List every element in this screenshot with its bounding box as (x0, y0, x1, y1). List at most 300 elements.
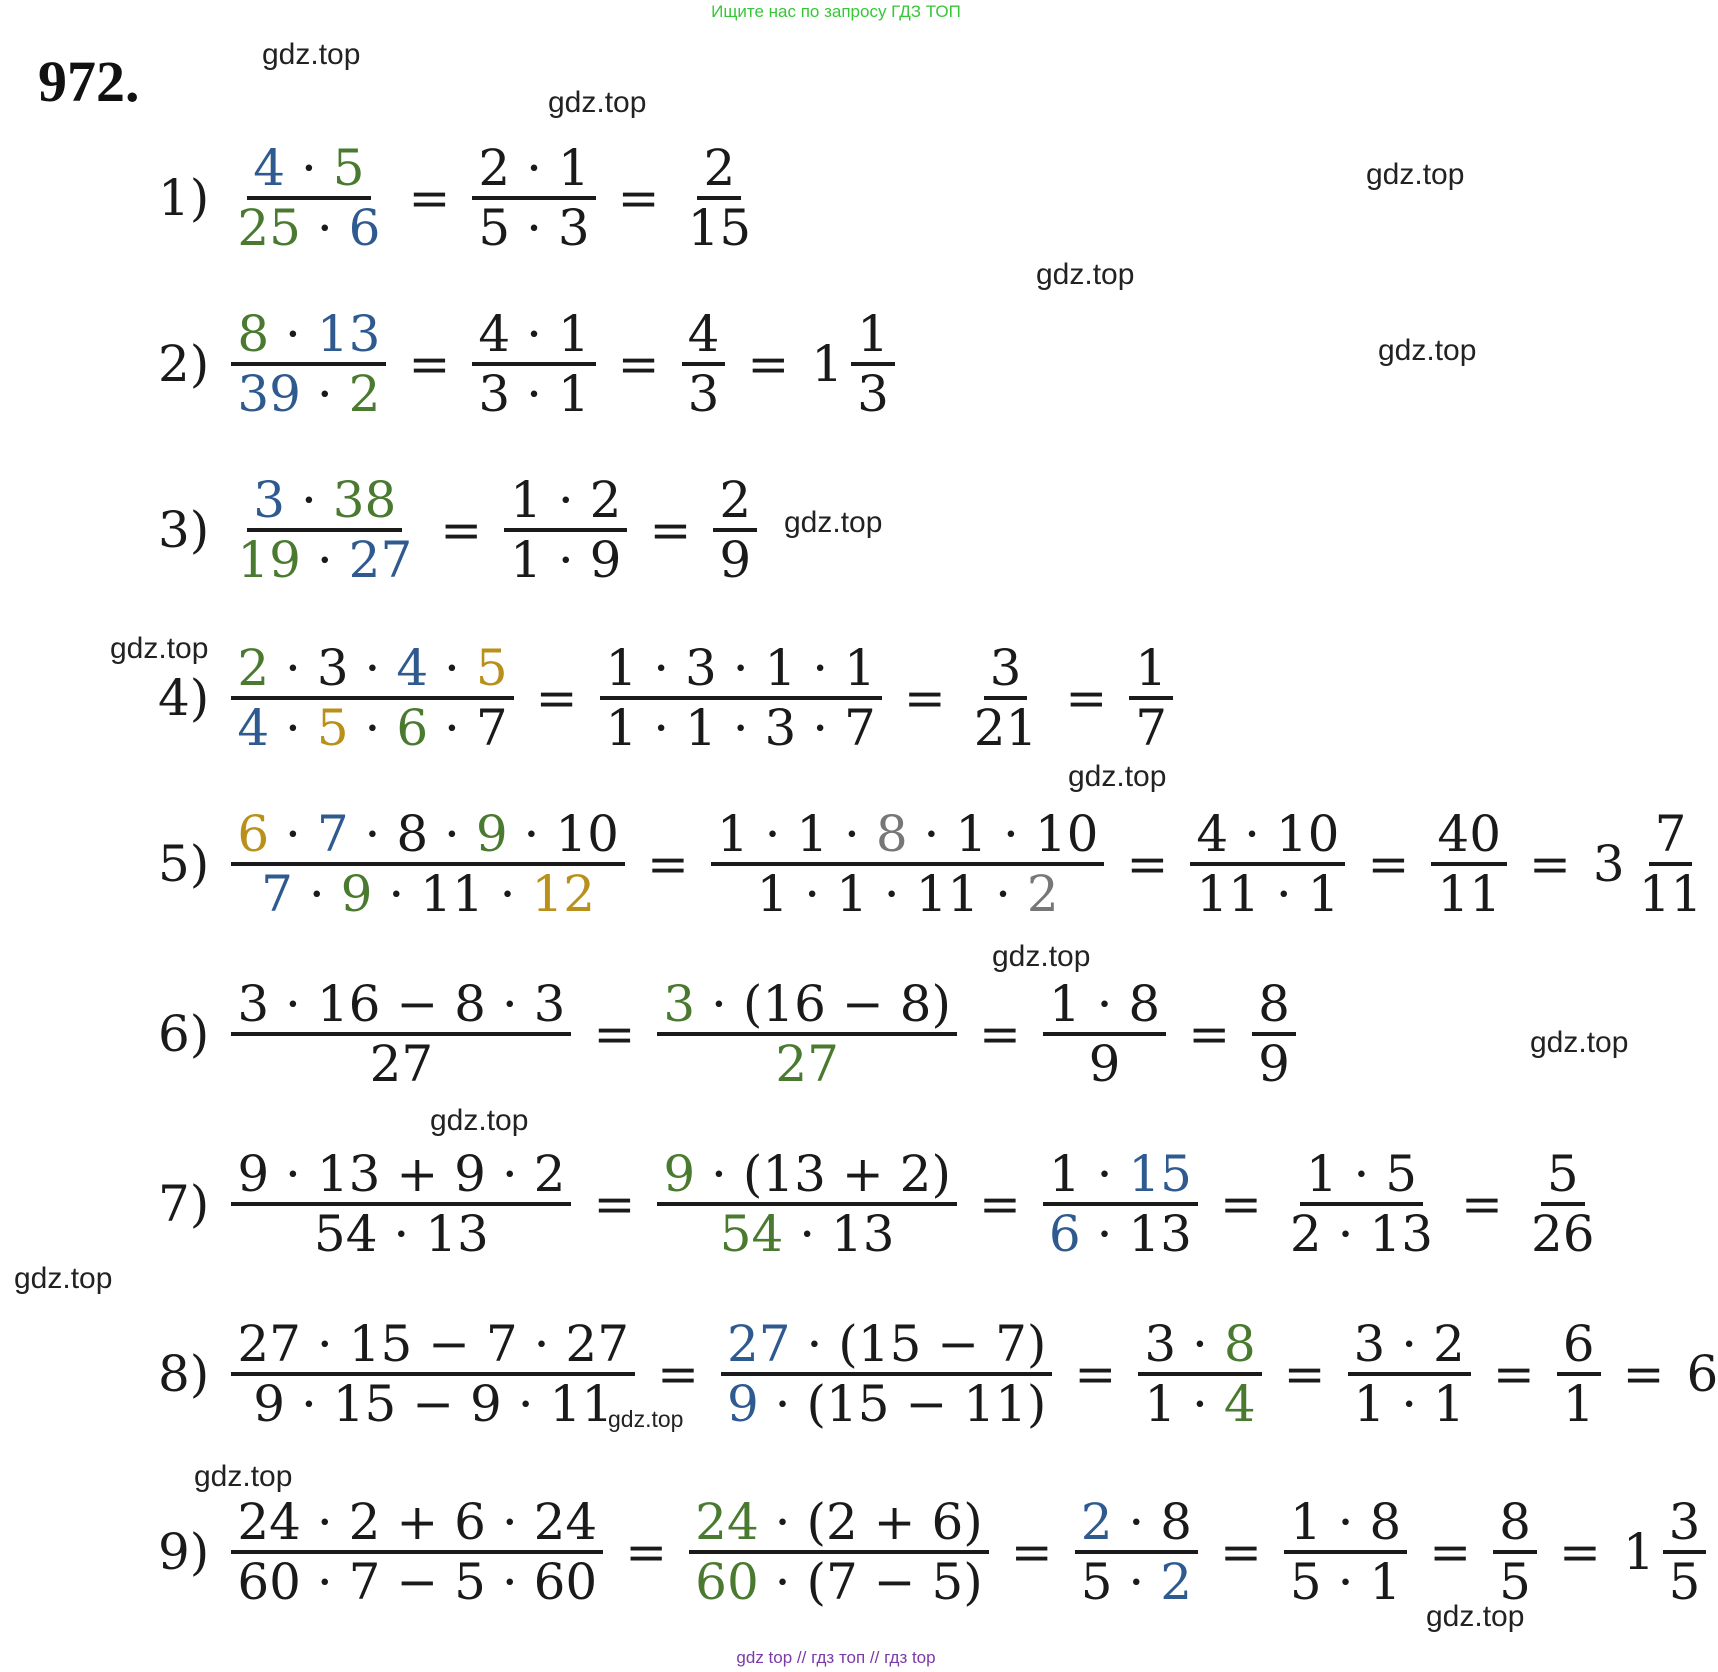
solution-row-1 (158, 140, 757, 256)
math-part: 5 (1668, 1553, 1701, 1611)
denominator (851, 366, 895, 422)
denominator (1431, 866, 1507, 922)
fraction (231, 140, 386, 256)
fraction (1129, 640, 1173, 756)
equals-sign: = (593, 1175, 636, 1233)
math-part: 1 · 2 (510, 471, 622, 529)
fraction (504, 472, 627, 588)
denominator (769, 1036, 845, 1092)
math-part: 9 (719, 531, 752, 589)
row-label: 7) (158, 1175, 210, 1233)
equals-sign: = (1558, 1523, 1601, 1581)
math-part: · (285, 471, 333, 529)
math-part: 3 (989, 639, 1022, 697)
math-part: · 11 · (372, 865, 532, 923)
fraction (713, 472, 757, 588)
equals-sign: = (1492, 1345, 1535, 1403)
numerator (697, 140, 741, 200)
fraction (472, 140, 595, 256)
math-part: 8 (1223, 1315, 1256, 1373)
numerator (1252, 976, 1296, 1036)
numerator (851, 306, 895, 366)
math-part: 5 · 1 (1289, 1553, 1402, 1611)
row-label: 8) (158, 1345, 210, 1403)
math-part: 38 (332, 471, 397, 529)
fraction (231, 1146, 571, 1262)
math-part: 2 · 13 (1289, 1205, 1434, 1263)
mixed-whole: 3 (1592, 835, 1625, 893)
denominator (1252, 1036, 1296, 1092)
math-part: 40 (1437, 805, 1502, 863)
denominator (1557, 1376, 1601, 1432)
equals-sign: = (408, 169, 451, 227)
math-part: 4 · 1 (478, 305, 590, 363)
equals-sign: = (1220, 1175, 1262, 1233)
math-part: 7 (1654, 805, 1687, 863)
math-part: 6 (1048, 1205, 1081, 1263)
fraction (231, 1316, 635, 1432)
denominator (600, 700, 882, 756)
numerator (1075, 1494, 1198, 1554)
math-part: 2 (348, 365, 381, 423)
math-part: 1 · 3 · 1 · 1 (605, 639, 876, 697)
math-part: 2 · 1 (478, 139, 590, 197)
problem-number: 972. (38, 49, 140, 114)
math-part: 25 (237, 199, 301, 257)
math-part: · 1 · 10 (907, 805, 1099, 863)
watermark: gdz.top (548, 86, 647, 119)
math-part: · 8 (1112, 1493, 1192, 1551)
math-part: · (15 − 7) (790, 1315, 1047, 1373)
denominator (1075, 1554, 1198, 1610)
denominator (1129, 700, 1173, 756)
math-part: 2 (237, 639, 270, 697)
math-part: 9 (1088, 1035, 1121, 1093)
math-part: 39 (237, 365, 301, 423)
denominator (231, 200, 386, 256)
math-part: · (300, 199, 349, 257)
math-part: 12 (531, 865, 596, 923)
equals-sign: = (1429, 1523, 1472, 1581)
math-part: 24 (695, 1493, 759, 1551)
denominator (968, 700, 1044, 756)
math-part: 8 (237, 305, 270, 363)
numerator (472, 140, 595, 200)
numerator (472, 306, 595, 366)
math-part: 4 (1223, 1375, 1256, 1433)
math-part: · 13 (783, 1205, 895, 1263)
denominator (231, 532, 418, 588)
fraction (231, 806, 625, 922)
watermark: gdz.top (262, 38, 361, 71)
equals-sign: = (535, 669, 578, 727)
numerator (1541, 1146, 1585, 1206)
math-part: 5 (1546, 1145, 1579, 1203)
denominator (1138, 1376, 1261, 1432)
denominator (231, 366, 386, 422)
numerator (231, 1494, 603, 1554)
watermark: gdz.top (1036, 258, 1135, 291)
equals-sign: = (1010, 1523, 1053, 1581)
denominator (255, 866, 601, 922)
fraction (1493, 1494, 1537, 1610)
math-part: 5 (332, 139, 365, 197)
math-part: 2 (719, 471, 752, 529)
math-part: · (428, 639, 476, 697)
denominator (1190, 866, 1345, 922)
denominator (1083, 1036, 1127, 1092)
math-part: 3 (687, 365, 720, 423)
watermark: gdz.top (992, 940, 1091, 973)
denominator (1525, 1206, 1601, 1262)
math-part: 24 · 2 + 6 · 24 (237, 1493, 598, 1551)
equals-sign: = (1065, 669, 1108, 727)
fraction (231, 306, 386, 422)
math-part: 27 (348, 531, 413, 589)
solution-row-7 (158, 1146, 1601, 1262)
numerator (1431, 806, 1507, 866)
watermark: gdz.top (784, 506, 883, 539)
equals-sign: = (747, 335, 790, 393)
numerator (1190, 806, 1345, 866)
math-part: 2 (1160, 1553, 1192, 1611)
math-part: 54 (719, 1205, 784, 1263)
math-part: · (13 + 2) (695, 1145, 951, 1203)
denominator (231, 700, 513, 756)
fraction (1284, 1494, 1407, 1610)
math-part: 6 (1562, 1315, 1595, 1373)
watermark: gdz.top (1068, 760, 1167, 793)
watermark: gdz.top (1378, 334, 1477, 367)
math-part: 6 (348, 199, 381, 257)
numerator (231, 806, 625, 866)
watermark: gdz.top (430, 1104, 529, 1137)
denominator (751, 866, 1065, 922)
equals-sign: = (657, 1345, 699, 1403)
equals-sign: = (1367, 835, 1410, 893)
fraction (851, 306, 895, 422)
equals-sign: = (1220, 1523, 1262, 1581)
math-part: 1 · 8 (1289, 1493, 1402, 1551)
denominator (231, 1554, 603, 1610)
math-part: 1 · 1 · (716, 805, 876, 863)
fraction (968, 640, 1044, 756)
math-part: · (15 − 11) (758, 1375, 1047, 1433)
math-part: 3 · 2 (1353, 1315, 1465, 1373)
math-part: 3 (857, 365, 889, 423)
math-part: 5 · 3 (478, 199, 590, 257)
equals-sign: = (1188, 1005, 1231, 1063)
fraction (231, 976, 571, 1092)
solution-row-8 (158, 1316, 1718, 1432)
numerator (231, 976, 571, 1036)
denominator (1043, 1206, 1198, 1262)
numerator (657, 1146, 957, 1206)
fraction (1043, 976, 1166, 1092)
numerator (1649, 806, 1693, 866)
solution-row-4 (158, 640, 1173, 756)
math-part: 4 (237, 699, 270, 757)
solution-row-2 (158, 306, 895, 422)
fraction (1431, 806, 1507, 922)
fraction (682, 306, 726, 422)
math-part: · (269, 699, 317, 757)
denominator (682, 200, 758, 256)
numerator (247, 472, 402, 532)
math-part: 2 (1080, 1493, 1113, 1551)
math-part: 9 (726, 1375, 759, 1433)
numerator (682, 306, 726, 366)
math-part: 27 (726, 1315, 791, 1373)
denominator (1633, 866, 1709, 922)
denominator (1493, 1554, 1537, 1610)
numerator (1284, 1494, 1407, 1554)
equals-sign: = (1529, 835, 1571, 893)
numerator (231, 1146, 571, 1206)
math-part: 9 (475, 805, 508, 863)
math-part: · (2 + 6) (758, 1493, 983, 1551)
fraction (600, 640, 882, 756)
fraction (1075, 1494, 1198, 1610)
denominator (689, 1554, 989, 1610)
math-part: 4 (253, 139, 286, 197)
equals-sign: = (617, 335, 660, 393)
math-part: 3 (1668, 1493, 1701, 1551)
math-part: 1 · (1144, 1375, 1224, 1433)
fraction (231, 1494, 603, 1610)
watermark: gdz.top (1530, 1026, 1629, 1059)
math-part: · 13 (1080, 1205, 1192, 1263)
row-label: 1) (158, 169, 210, 227)
math-part: 1 · 8 (1048, 975, 1161, 1033)
math-part: · 3 · (269, 639, 397, 697)
math-part: 9 (340, 865, 373, 923)
footer-banner: gdz top // гдз топ // гдз top (736, 1648, 936, 1667)
math-part: 4 (396, 639, 429, 697)
math-part: 3 · (1144, 1315, 1224, 1373)
fraction (682, 140, 758, 256)
numerator (1348, 1316, 1471, 1376)
math-part: 15 (1128, 1145, 1192, 1203)
math-part: 1 · 5 (1305, 1145, 1418, 1203)
fraction (231, 472, 418, 588)
fraction (472, 306, 595, 422)
solution-row-5 (158, 806, 1708, 922)
numerator (713, 472, 757, 532)
math-part: 60 (695, 1553, 759, 1611)
math-part: 9 · 13 + 9 · 2 (237, 1145, 566, 1203)
equals-sign: = (1622, 1345, 1665, 1403)
numerator (657, 976, 957, 1036)
fraction (1043, 1146, 1198, 1262)
equals-sign: = (1461, 1175, 1503, 1233)
fraction (1633, 806, 1709, 922)
math-part: 6 (396, 699, 429, 757)
solution-row-3 (158, 472, 757, 588)
fraction (1284, 1146, 1439, 1262)
math-part: · (285, 139, 333, 197)
result-value: 6 (1686, 1345, 1718, 1403)
numerator (1043, 1146, 1198, 1206)
math-part: 5 (316, 699, 349, 757)
equals-sign: = (903, 669, 946, 727)
math-part: 27 (775, 1035, 839, 1093)
numerator (1129, 640, 1173, 700)
math-part: 5 · (1080, 1553, 1161, 1611)
solution-row-9 (158, 1494, 1706, 1610)
math-part: · (348, 699, 397, 757)
fraction (1348, 1316, 1471, 1432)
solution-row-6 (158, 976, 1296, 1092)
math-part: 11 (1638, 865, 1703, 923)
math-part: 26 (1530, 1205, 1595, 1263)
watermark: gdz.top (1366, 158, 1465, 191)
math-part: 7 (1135, 699, 1168, 757)
numerator (689, 1494, 989, 1554)
fraction (1252, 976, 1296, 1092)
watermark: gdz.top (110, 632, 209, 665)
numerator (231, 640, 513, 700)
math-part: 3 · 1 (478, 365, 590, 423)
fraction (1525, 1146, 1601, 1262)
numerator (600, 640, 882, 700)
math-part: 60 · 7 − 5 · 60 (237, 1553, 598, 1611)
row-label: 9) (158, 1523, 210, 1581)
row-label: 4) (158, 669, 210, 727)
numerator (1557, 1316, 1601, 1376)
math-part: 15 (687, 199, 752, 257)
math-part: 11 · 1 (1196, 865, 1340, 923)
math-part: 1 · (1048, 1145, 1129, 1203)
numerator (247, 140, 370, 200)
equals-sign: = (593, 1005, 636, 1063)
equals-sign: = (978, 1175, 1021, 1233)
math-part: 9 (663, 1145, 696, 1203)
equals-sign: = (617, 169, 660, 227)
math-part: 2 (1026, 865, 1059, 923)
row-label: 6) (158, 1005, 210, 1063)
numerator (231, 1316, 635, 1376)
math-part: 3 (253, 471, 286, 529)
math-part: · (300, 531, 349, 589)
fraction (231, 640, 513, 756)
math-part: 5 (1499, 1553, 1531, 1611)
equals-sign: = (978, 1005, 1021, 1063)
equals-sign: = (408, 335, 451, 393)
watermark: gdz.top (608, 1406, 684, 1432)
math-part: · (292, 865, 341, 923)
math-part: 8 (875, 805, 908, 863)
row-label: 5) (158, 835, 210, 893)
math-part: 1 · 9 (510, 531, 622, 589)
math-part: 9 · 15 − 9 · 11 (253, 1375, 614, 1433)
math-part: 9 (1258, 1035, 1290, 1093)
numerator (1493, 1494, 1537, 1554)
numerator (1138, 1316, 1261, 1376)
math-part: 5 (475, 639, 508, 697)
mixed-whole: 1 (1622, 1523, 1655, 1581)
denominator (721, 1376, 1052, 1432)
numerator (504, 472, 627, 532)
row-label: 2) (158, 335, 210, 393)
math-part: 7 (316, 805, 349, 863)
math-part: 6 (237, 805, 270, 863)
denominator (714, 1206, 901, 1262)
math-part: 8 (1499, 1493, 1531, 1551)
fraction (657, 1146, 957, 1262)
math-part: 4 · 10 (1196, 805, 1340, 863)
math-part: 27 · 15 − 7 · 27 (237, 1315, 630, 1373)
denominator (504, 532, 627, 588)
math-part: 7 (261, 865, 293, 923)
fraction (1190, 806, 1345, 922)
denominator (1348, 1376, 1471, 1432)
denominator (472, 366, 595, 422)
watermark: gdz.top (194, 1460, 293, 1493)
numerator (1043, 976, 1166, 1036)
math-part: 27 (369, 1035, 434, 1093)
math-part: 13 (316, 305, 381, 363)
equals-sign: = (1126, 835, 1169, 893)
equals-sign: = (646, 835, 689, 893)
math-part: 4 (687, 305, 720, 363)
denominator (1284, 1554, 1407, 1610)
math-part: · 8 · (348, 805, 476, 863)
watermark: gdz.top (14, 1262, 113, 1295)
math-part: · (300, 365, 349, 423)
equals-sign: = (440, 501, 483, 559)
mixed-whole: 1 (811, 335, 844, 393)
numerator (721, 1316, 1052, 1376)
watermark: gdz.top (1426, 1600, 1525, 1633)
denominator (1284, 1206, 1439, 1262)
search-banner: Ищите нас по запросу ГДЗ ТОП (711, 2, 961, 21)
math-part: · (269, 805, 317, 863)
math-part: · 10 (507, 805, 619, 863)
equals-sign: = (1074, 1345, 1117, 1403)
math-part: 19 (237, 531, 301, 589)
math-part: 1 · 1 · 3 · 7 (605, 699, 876, 757)
fraction (711, 806, 1105, 922)
math-part: · (269, 305, 317, 363)
math-part: 3 (663, 975, 696, 1033)
denominator (472, 200, 595, 256)
equals-sign: = (649, 501, 692, 559)
fraction (657, 976, 957, 1092)
math-part: 2 (703, 139, 736, 197)
fraction (1557, 1316, 1601, 1432)
math-part: 1 · 1 · 11 · (756, 865, 1027, 923)
math-part: 54 · 13 (313, 1205, 489, 1263)
math-part: 3 · 16 − 8 · 3 (237, 975, 566, 1033)
denominator (1663, 1554, 1707, 1610)
numerator (711, 806, 1105, 866)
math-part: · 7 (428, 699, 508, 757)
denominator (308, 1206, 495, 1262)
numerator (231, 306, 386, 366)
fraction (721, 1316, 1052, 1432)
math-part: 1 (1562, 1375, 1595, 1433)
denominator (247, 1376, 619, 1432)
equals-sign: = (1283, 1345, 1326, 1403)
row-label: 3) (158, 501, 210, 559)
fraction (1138, 1316, 1261, 1432)
denominator (682, 366, 726, 422)
math-part: 8 (1258, 975, 1290, 1033)
math-part: 21 (973, 699, 1038, 757)
fraction (1663, 1494, 1707, 1610)
equals-sign: = (625, 1523, 668, 1581)
